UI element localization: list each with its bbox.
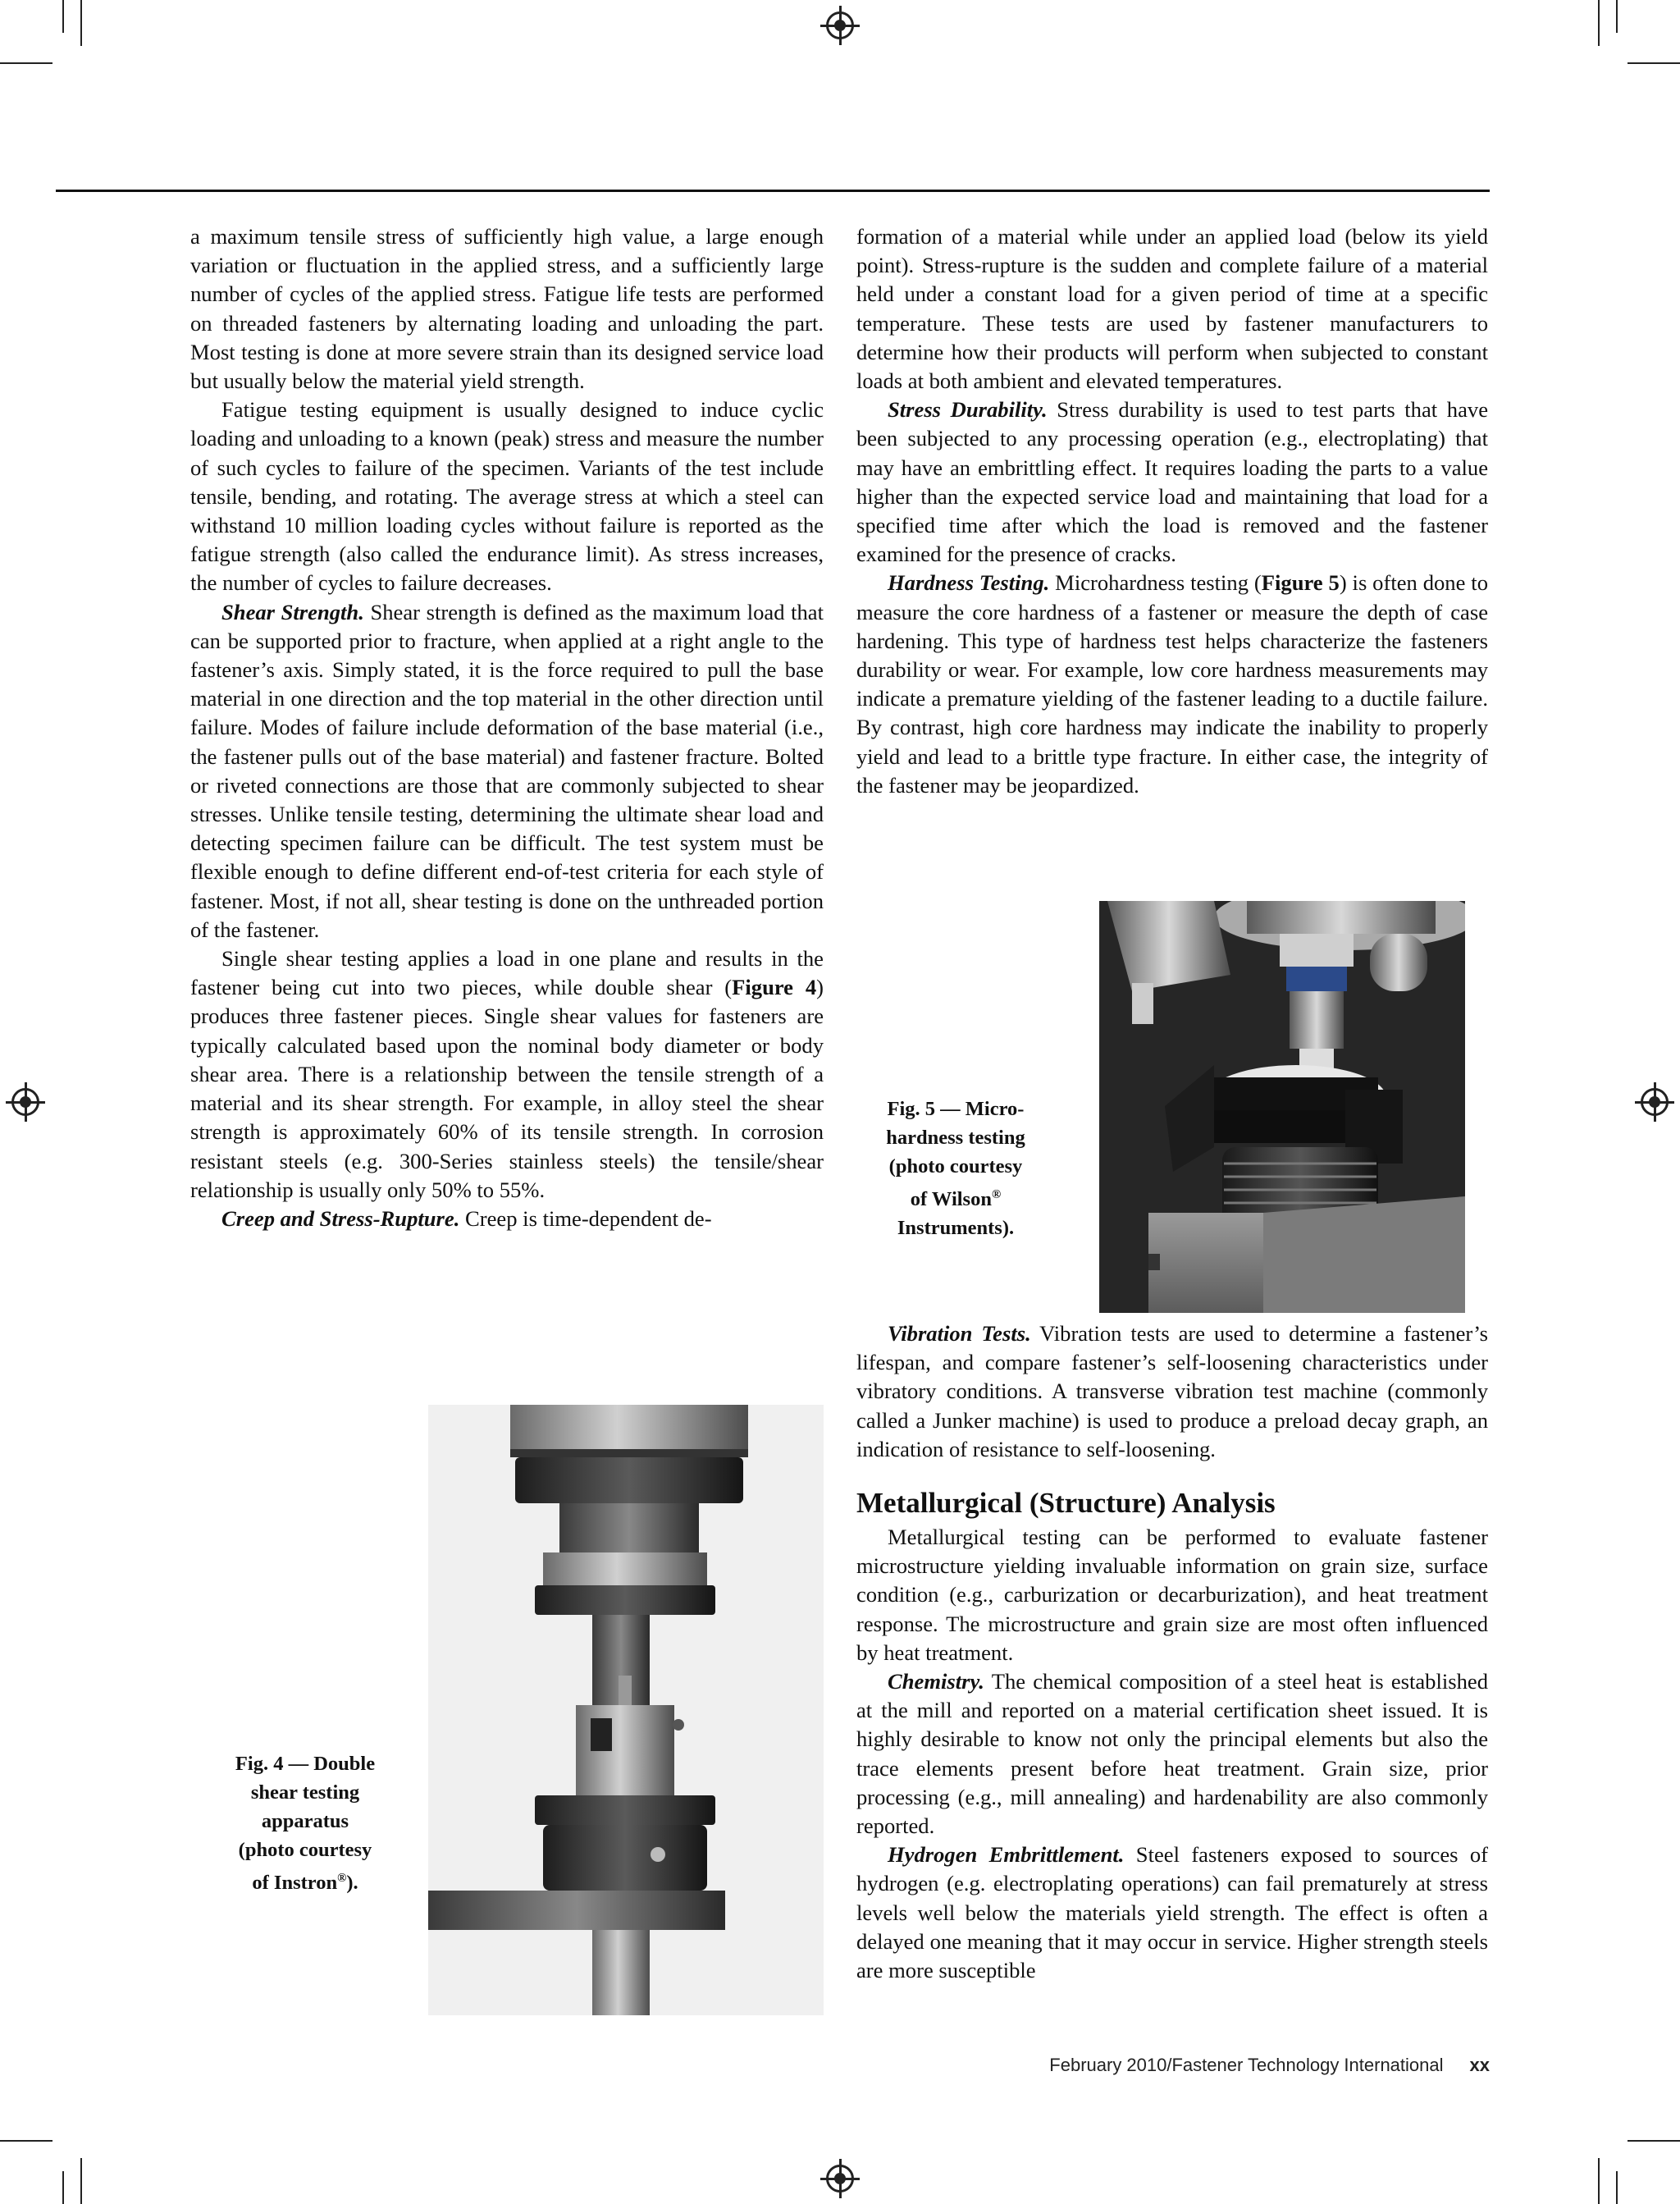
paragraph-text: The chemical composition of a steel heat is established at the mill and reported on a material certification sheet issued. It is highly desirable to know not only the principal elements but also the trace elements present before heat treatment. Grain size, prior processing (e.g., mill annealing) and hardenability are also commonly reported. xyxy=(856,1669,1489,1839)
runin-heading: Stress Durability. xyxy=(888,397,1048,423)
paragraph-hydrogen-embrittlement xyxy=(856,1840,1488,1985)
registration-mark-bottom xyxy=(826,2165,854,2193)
caption-line: Instruments). xyxy=(897,1217,1015,1240)
runin-heading: Shear Strength. xyxy=(221,599,364,624)
paragraph-text: Microhardness testing ( xyxy=(1055,570,1262,596)
runin-heading: Chemistry. xyxy=(888,1669,984,1694)
paragraph: formation of a material while under an applied load (below its yield point). Stress-rupture is the sudden and complete failure of a material held under a constant load for a given period of time at a specific temperature. These tests are used by fastener manufacturers to determine how their products will perform when subjected to constant loads at both ambient and elevated temperatures. xyxy=(856,224,1488,394)
paragraph-vibration-tests xyxy=(856,1319,1488,1464)
right-column-bottom xyxy=(856,1319,1488,1985)
caption-line: Fig. 4 — Double xyxy=(235,1753,376,1775)
caption-line: (photo courtesy xyxy=(888,1155,1023,1177)
paragraph: a maximum tensile stress of sufficiently high value, a large enough variation or fluctuation in the applied stress, and a sufficiently large number of cycles of the applied stress. Fatigue life tests are performed on threaded fasteners by alternating loading and unloading the part. Most testing is done at more severe strain than its designed service load but usually below the material yield strength. xyxy=(190,224,824,394)
caption-line: Fig. 5 — Micro- xyxy=(887,1098,1025,1120)
double-shear-apparatus-photo xyxy=(428,1405,824,2015)
paragraph-hardness-testing xyxy=(856,569,1488,800)
microhardness-tester-illustration xyxy=(1099,901,1465,1313)
figure-reference: Figure 5 xyxy=(1261,570,1340,596)
paragraph-text: Steel fasteners exposed to sources of hydrogen (e.g. electroplating operations) can fail prematurely at stress levels well below the materials yield strength. The effect is often a delayed one meaning that it may occur in service. Higher strength steels are more susceptible xyxy=(856,1842,1488,1983)
paragraph: Fatigue testing equipment is usually designed to induce cyclic loading and unloading to a known (peak) stress and measure the number of such cycles to failure of the specimen. Variants of the test include tensile, bending, and rotating. The average stress at which a steel can withstand 10 million loading cycles without failure is reported as the fatigue strength (also called the endurance limit). As stress increases, the number of cycles to failure decreases. xyxy=(190,397,824,596)
caption-line: (photo courtesy xyxy=(238,1839,372,1861)
registration-mark-right xyxy=(1641,1088,1669,1116)
paragraph-text: ) produces three fastener pieces. Single shear values for fasteners are typically calculated based upon the nominal body diameter or body shear area. There is a relationship between the tensile strength of a material and its shear strength. For example, in alloy steel the shear strength is approximately 60% of its tensile strength. In corrosion resistant steels (e.g. 300-Series stainless steels) the tensile/shear relationship is usually only 50% to 55%. xyxy=(190,975,824,1202)
page-footer xyxy=(935,2055,1490,2076)
runin-heading: Hydrogen Embrittlement. xyxy=(888,1842,1125,1868)
paragraph-chemistry xyxy=(856,1667,1488,1840)
figure-reference: Figure 4 xyxy=(732,975,817,1000)
figure-4-caption xyxy=(207,1749,404,1897)
runin-heading: Creep and Stress-Rupture. xyxy=(221,1205,460,1231)
footer-journal: February 2010/Fastener Technology International xyxy=(1049,2055,1444,2075)
header-rule xyxy=(56,190,1490,192)
page-number: xx xyxy=(1469,2055,1490,2075)
microhardness-tester-photo xyxy=(1099,901,1465,1313)
paragraph-text: Vibration tests are used to determine a fastener’s lifespan, and compare fastener’s self-loosening characteristics under vibratory conditions. A transverse vibration test machine (commonly called a Junker machine) is used to produce a preload decay graph, an indication of resistance to self-loosening. xyxy=(856,1321,1489,1461)
caption-line: shear testing xyxy=(250,1781,360,1804)
caption-line: of Instron®). xyxy=(252,1872,358,1895)
runin-heading: Hardness Testing. xyxy=(888,570,1050,596)
paragraph-text: Shear strength is defined as the maximum load that can be supported prior to fracture, when applied at a right angle to the fastener’s axis. Simply stated, it is the force required to pull the base material in one direction and the top material in the other direction until failure. Modes of failure include deformation of the base material (i.e., the fastener pulls out of the base material) and fastener fracture. Bolted or riveted connections are those that are commonly subjected to shear stresses. Unlike tensile testing, determining the ultimate shear load and detecting specimen failure can be difficult. The test system must be flexible enough to define different end-of-test criteria for each style of fastener. Most, if not all, shear testing is done on the unthreaded portion of the fastener. xyxy=(190,599,824,942)
registration-mark-top xyxy=(826,11,854,39)
paragraph-text: Stress durability is used to test parts that have been subjected to any processing operation (e.g., electroplating) that may have an embrittling effect. It requires loading the parts to a value higher than the expected service load and maintaining that load for a specified time after which the load is removed and the fastener examined for the presence of cracks. xyxy=(856,397,1488,567)
left-column xyxy=(190,222,824,1233)
paragraph-text: Creep is time-dependent de- xyxy=(465,1205,712,1231)
figure-5-caption xyxy=(861,1095,1050,1242)
runin-heading: Vibration Tests. xyxy=(888,1321,1031,1346)
paragraph-shear-strength xyxy=(190,598,824,944)
registration-mark-left xyxy=(11,1088,39,1116)
section-heading: Metallurgical (Structure) Analysis xyxy=(856,1487,1276,1520)
paragraph-text: Single shear testing applies a load in one plane and results in the fastener being cut into two pieces, while double shear ( xyxy=(190,946,824,1000)
caption-line: of Wilson® xyxy=(910,1188,1002,1211)
double-shear-apparatus-illustration xyxy=(428,1405,824,2015)
paragraph-text: ) is often done to measure the core hardness of a fastener or measure the depth of case hardening. This type of hardness test helps characterize the fasteners durability or wear. For example, low core hardness measurements may indicate a premature yielding of the fastener leading to a ductile failure. By contrast, high core hardness may indicate the inability to properly yield and lead to a brittle type fracture. In either case, the integrity of the fastener may be jeopardized. xyxy=(856,570,1488,798)
paragraph xyxy=(190,944,824,1205)
caption-line: hardness testing xyxy=(886,1127,1025,1149)
right-column-top xyxy=(856,222,1488,800)
paragraph-stress-durability xyxy=(856,396,1488,569)
caption-line: apparatus xyxy=(261,1810,349,1832)
paragraph-creep xyxy=(190,1205,824,1233)
paragraph: Metallurgical testing can be performed to evaluate fastener microstructure yielding invaluable information on grain size, surface condition (e.g., carburization or decarburization), and heat treatment response. The microstructure and grain size are most often influenced by heat treatment. xyxy=(856,1525,1488,1665)
